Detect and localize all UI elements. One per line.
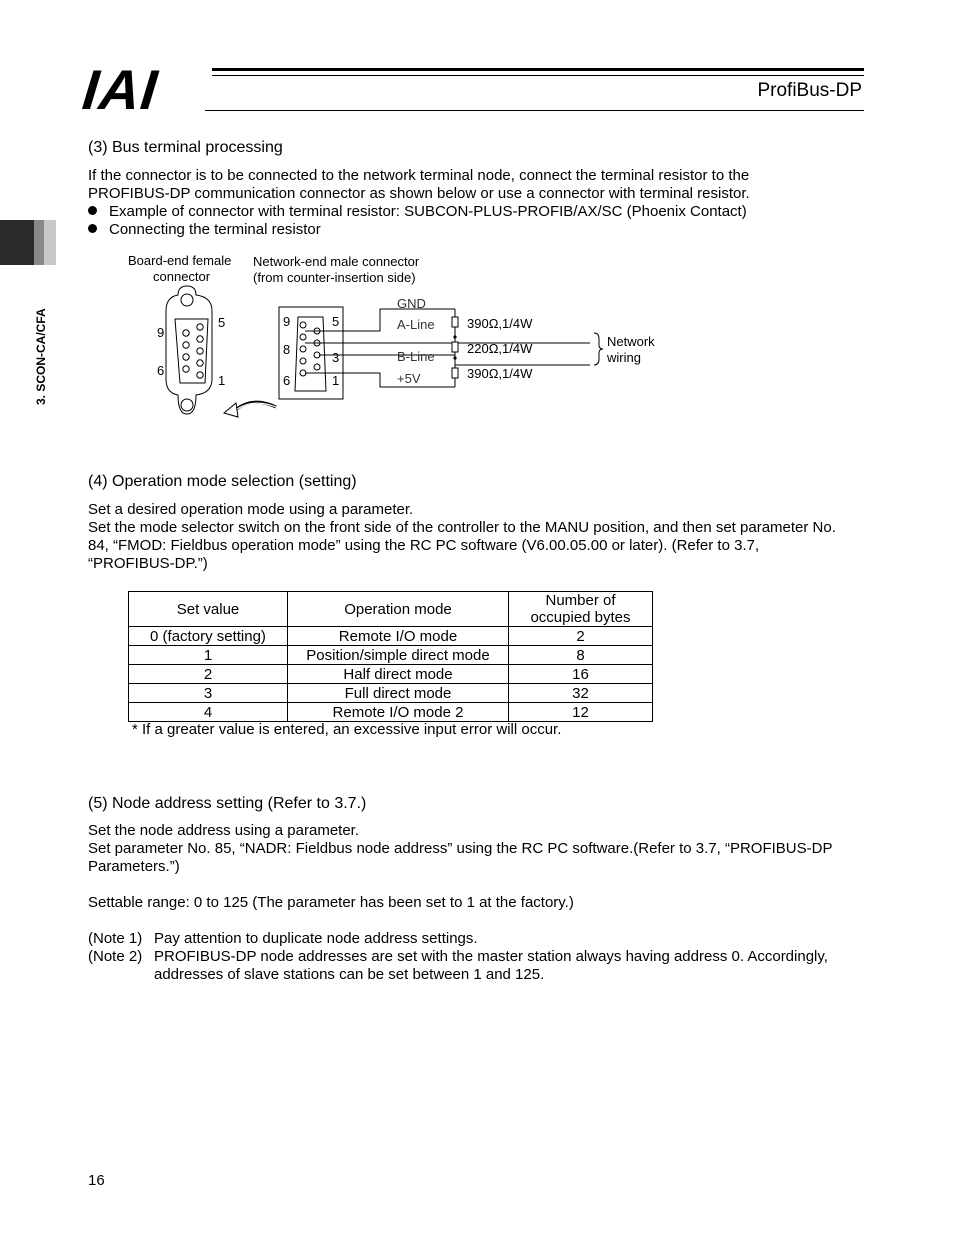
header-operation-mode: Operation mode (288, 592, 509, 627)
bullet-item (88, 221, 321, 238)
female-pin-6-label: 6 (157, 363, 165, 378)
table-row (129, 627, 653, 646)
flip-arrowhead-icon (224, 403, 238, 417)
header-rule-thick (212, 68, 864, 71)
male-pin-1-label: 1 (332, 373, 340, 388)
network-connector-label: Network-end male connector (253, 254, 420, 269)
table-cell: Half direct mode (288, 665, 509, 684)
section-4-line: Set the mode selector switch on the front side of the controller to the MANU position, and then set parameter No. (88, 519, 836, 536)
table-cell: 12 (509, 703, 653, 722)
section-5-line: Set parameter No. 85, “NADR: Fieldbus node address” using the RC PC software.(Refer to 3.7, “PROFIBUS-DP (88, 840, 833, 857)
board-connector-label: Board-end female (128, 253, 232, 268)
table-cell: Remote I/O mode (288, 627, 509, 646)
gnd-label: GND (397, 296, 426, 311)
table-cell: 2 (129, 665, 288, 684)
section-3-paragraph-line-1: If the connector is to be connected to the network terminal node, connect the terminal resistor to the (88, 167, 750, 184)
female-pin-1-label: 1 (218, 373, 226, 388)
note-2 (88, 948, 878, 966)
section-5-heading: (5) Node address setting (Refer to 3.7.) (88, 795, 367, 812)
header-occupied-bytes (509, 592, 653, 627)
table-row (129, 665, 653, 684)
table-row (129, 703, 653, 722)
iai-logo: IAI (79, 58, 161, 121)
bullet-item (88, 203, 747, 220)
header-occupied-bytes-line-1: Number of (545, 592, 616, 609)
male-pin-6-label: 6 (283, 373, 291, 388)
table-cell: 8 (509, 646, 653, 665)
section-4-heading: (4) Operation mode selection (setting) (88, 473, 357, 490)
note-tag: (Note 2) (88, 948, 143, 965)
male-pin-3-label: 3 (332, 350, 340, 365)
settable-range-text: Settable range: 0 to 125 (The parameter has been set to 1 at the factory.) (88, 894, 574, 911)
network-wiring-label: Network (607, 334, 655, 349)
female-pin-5-label: 5 (218, 315, 226, 330)
female-dsub-connector (166, 286, 212, 414)
male-pin-9-label: 9 (283, 314, 291, 329)
bullet-text: Example of connector with terminal resistor: SUBCON-PLUS-PROFIB/AX/SC (Phoenix Contact) (109, 203, 747, 220)
network-wiring-label: wiring (607, 350, 641, 365)
resistor-label: 390Ω,1/4W (467, 366, 533, 381)
connector-wiring-svg (0, 245, 954, 435)
note-text: addresses of slave stations can be set between 1 and 125. (154, 966, 545, 983)
note-2-continuation (88, 966, 544, 984)
a-line-label: A-Line (397, 317, 435, 332)
table-footnote: * If a greater value is entered, an excessive input error will occur. (132, 721, 562, 738)
table-cell: 0 (factory setting) (129, 627, 288, 646)
male-pin-8-label: 8 (283, 342, 291, 357)
note-text: Pay attention to duplicate node address settings. (154, 930, 478, 947)
bullet-dot-icon (88, 206, 97, 215)
network-connector-label: (from counter-insertion side) (253, 270, 416, 285)
male-pin-5-label: 5 (332, 314, 340, 329)
table-cell: Position/simple direct mode (288, 646, 509, 665)
table-row (129, 684, 653, 703)
table-cell: 1 (129, 646, 288, 665)
note-text: PROFIBUS-DP node addresses are set with the master station always having address 0. Accordingly, (154, 948, 828, 965)
header-set-value: Set value (129, 592, 288, 627)
board-connector-label: connector (153, 269, 211, 284)
header-title: ProfiBus-DP (757, 80, 862, 101)
table-header-row (129, 592, 653, 627)
resistor-label: 390Ω,1/4W (467, 316, 533, 331)
section-5-line: Parameters.”) (88, 858, 180, 875)
table-cell: 16 (509, 665, 653, 684)
section-4-line: Set a desired operation mode using a parameter. (88, 501, 414, 518)
resistor-symbols (452, 317, 458, 378)
network-wiring-brace-icon (594, 333, 603, 365)
female-pin-9-label: 9 (157, 325, 165, 340)
table-row (129, 646, 653, 665)
section-5-line: Set the node address using a parameter. (88, 822, 360, 839)
operation-mode-table (128, 591, 653, 722)
section-3-paragraph-line-2: PROFIBUS-DP communication connector as shown below or use a connector with terminal resistor. (88, 185, 750, 202)
note-tag: (Note 1) (88, 930, 143, 947)
page-number: 16 (88, 1172, 105, 1189)
table-cell: 2 (509, 627, 653, 646)
header-rule-thin (212, 75, 864, 76)
table-cell: Remote I/O mode 2 (288, 703, 509, 722)
section-4-line: “PROFIBUS-DP.”) (88, 555, 208, 572)
terminal-resistor-diagram (0, 245, 954, 435)
b-line-label: B-Line (397, 349, 435, 364)
bullet-dot-icon (88, 224, 97, 233)
note-1 (88, 930, 478, 948)
table-cell: 4 (129, 703, 288, 722)
wiring-lines (305, 309, 590, 387)
table-cell: Full direct mode (288, 684, 509, 703)
bullet-text: Connecting the terminal resistor (109, 221, 321, 238)
plus-5v-label: +5V (397, 371, 421, 386)
table-cell: 3 (129, 684, 288, 703)
header-rule-bottom (205, 110, 864, 111)
resistor-label: 220Ω,1/4W (467, 341, 533, 356)
section-3-heading: (3) Bus terminal processing (88, 139, 283, 156)
header-occupied-bytes-line-2: occupied bytes (530, 609, 631, 626)
table-cell: 32 (509, 684, 653, 703)
section-4-line: 84, “FMOD: Fieldbus operation mode” using the RC PC software (V6.00.05.00 or later). (Refer to 3.7, (88, 537, 760, 554)
chapter-side-label: 3. SCON-CA/CFA (34, 308, 48, 405)
flip-arrow-icon (232, 403, 276, 413)
